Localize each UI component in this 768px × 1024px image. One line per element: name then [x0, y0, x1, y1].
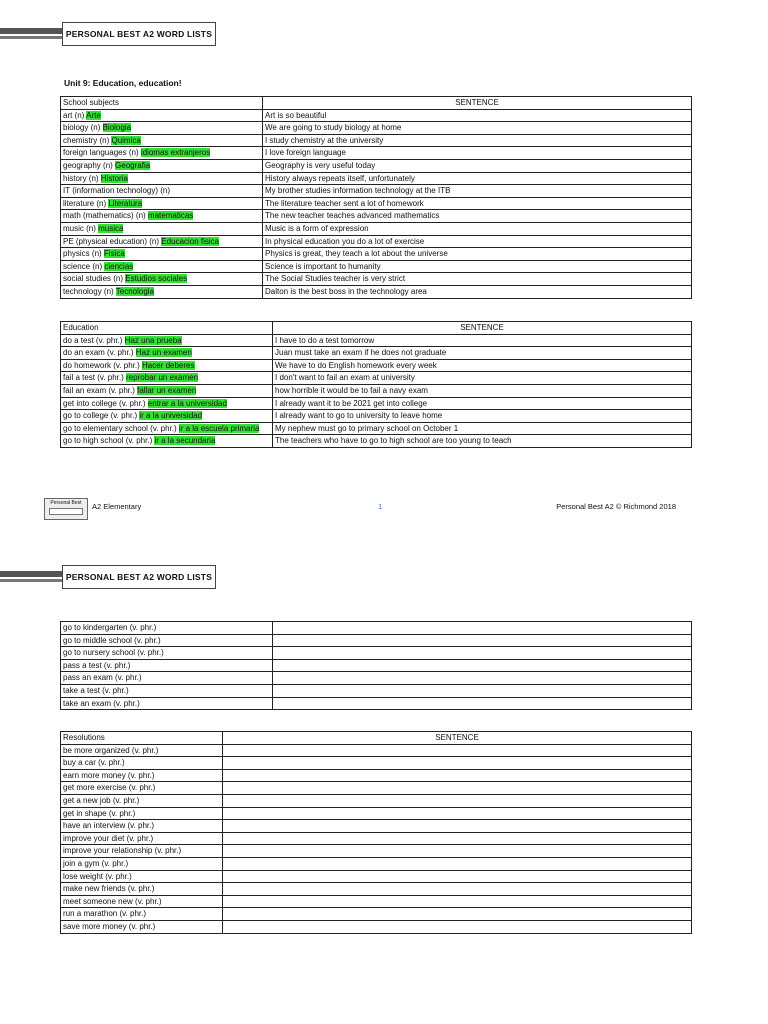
- education-term: do an exam (v. phr.): [63, 348, 134, 358]
- subject-sentence-cell[interactable]: [263, 134, 692, 147]
- education-col1-header: Education: [61, 322, 273, 335]
- subject-sentence-cell[interactable]: [263, 109, 692, 122]
- subject-translation: Historia: [100, 173, 128, 183]
- education-sentence-cell[interactable]: [273, 397, 692, 410]
- education-continued-row: [61, 684, 692, 697]
- education-continued-sentence-cell[interactable]: [273, 622, 692, 635]
- education-continued-row: [61, 697, 692, 710]
- subject-sentence-cell[interactable]: [263, 122, 692, 135]
- education-sentence: My nephew must go to primary school on October 1: [275, 423, 459, 433]
- subject-sentence: History always repeats itself, unfortunately: [265, 173, 415, 183]
- subject-term: IT (information technology) (n): [63, 186, 171, 196]
- resolution-term: improve your relationship (v. phr.): [63, 846, 182, 856]
- education-translation: Haz una prueba: [124, 335, 182, 345]
- subject-sentence: I study chemistry at the university: [265, 135, 384, 145]
- education-continued-sentence-cell[interactable]: [273, 684, 692, 697]
- resolution-sentence-cell[interactable]: [223, 883, 692, 896]
- education-sentence-cell[interactable]: [273, 347, 692, 360]
- education-row: [61, 397, 692, 410]
- subject-translation: ciencias: [104, 261, 134, 271]
- resolution-row: [61, 769, 692, 782]
- resolution-term-cell: [61, 807, 223, 820]
- education-term: fail an exam (v. phr.): [63, 385, 135, 395]
- subject-term: geography (n): [63, 160, 113, 170]
- subject-sentence: The literature teacher sent a lot of homework: [265, 198, 424, 208]
- subject-term-cell: [61, 185, 263, 198]
- subject-translation: Literatura: [108, 198, 143, 208]
- resolution-row: [61, 807, 692, 820]
- subject-sentence: My brother studies information technology at the ITB: [265, 186, 451, 196]
- page1-header: [0, 22, 768, 48]
- education-term-cell: [61, 347, 273, 360]
- education-translation: ir a la escuela primaria: [178, 423, 260, 433]
- education-term: go to elementary school (v. phr.): [63, 423, 177, 433]
- resolution-sentence-cell[interactable]: [223, 769, 692, 782]
- resolution-term: be more organized (v. phr.): [63, 745, 159, 755]
- education-continued-term-cell: [61, 697, 273, 710]
- resolution-row: [61, 908, 692, 921]
- resolution-row: [61, 757, 692, 770]
- education-term-cell: [61, 422, 273, 435]
- resolution-term: buy a car (v. phr.): [63, 758, 125, 768]
- header-title: PERSONAL BEST A2 WORD LISTS: [62, 22, 216, 46]
- footer-level: A2 Elementary: [92, 502, 142, 511]
- subject-term-cell: [61, 260, 263, 273]
- resolution-term-cell: [61, 870, 223, 883]
- resolution-row: [61, 920, 692, 933]
- header-bar: [0, 571, 62, 577]
- subject-sentence-cell[interactable]: [263, 197, 692, 210]
- education-continued-term: go to nursery school (v. phr.): [63, 648, 164, 658]
- subject-sentence-cell[interactable]: [263, 210, 692, 223]
- subject-translation: Educacion fisica: [161, 236, 220, 246]
- resolution-sentence-cell[interactable]: [223, 820, 692, 833]
- education-sentence: We have to do English homework every week: [275, 360, 437, 370]
- subject-term-cell: [61, 172, 263, 185]
- subject-row: [61, 134, 692, 147]
- subject-sentence-cell[interactable]: [263, 222, 692, 235]
- subject-row: [61, 197, 692, 210]
- subject-row: [61, 172, 692, 185]
- resolution-term: get in shape (v. phr.): [63, 808, 136, 818]
- subject-term: math (mathematics) (n): [63, 211, 146, 221]
- resolution-term: have an interview (v. phr.): [63, 821, 155, 831]
- resolution-term-cell: [61, 820, 223, 833]
- subject-sentence: The Social Studies teacher is very strict: [265, 274, 406, 284]
- subject-sentence: In physical education you do a lot of exercise: [265, 236, 425, 246]
- education-row: [61, 435, 692, 448]
- subject-translation: musica: [98, 223, 124, 233]
- education-translation: Haz un examen: [135, 348, 192, 358]
- education-row: [61, 372, 692, 385]
- education-continued-table: [60, 621, 692, 710]
- resolution-term: run a marathon (v. phr.): [63, 909, 146, 919]
- education-continued-row: [61, 659, 692, 672]
- resolutions-header-row: [61, 732, 692, 745]
- resolution-term-cell: [61, 857, 223, 870]
- subject-translation: Fisica: [103, 249, 125, 259]
- resolutions-col1-header: Resolutions: [61, 732, 223, 745]
- resolution-term-cell: [61, 794, 223, 807]
- resolutions-col2-header: SENTENCE: [223, 732, 692, 745]
- subject-term: PE (physical education) (n): [63, 236, 160, 246]
- subject-term-cell: [61, 109, 263, 122]
- subject-term-cell: [61, 222, 263, 235]
- logo-mini-bar: [49, 508, 83, 515]
- education-sentence: The teachers who have to go to high school are too young to teach: [275, 436, 512, 446]
- education-continued-term: take an exam (v. phr.): [63, 698, 140, 708]
- education-continued-term: go to middle school (v. phr.): [63, 635, 161, 645]
- subject-sentence: We are going to study biology at home: [265, 123, 402, 133]
- resolution-sentence-cell[interactable]: [223, 807, 692, 820]
- education-term: do homework (v. phr.): [63, 360, 140, 370]
- education-term-cell: [61, 397, 273, 410]
- resolution-row: [61, 883, 692, 896]
- education-col2-header: SENTENCE: [273, 322, 692, 335]
- subject-term-cell: [61, 159, 263, 172]
- education-term: fail a test (v. phr.): [63, 373, 124, 383]
- resolution-term-cell: [61, 845, 223, 858]
- resolution-sentence-cell[interactable]: [223, 920, 692, 933]
- resolution-term: join a gym (v. phr.): [63, 858, 129, 868]
- resolution-row: [61, 782, 692, 795]
- resolution-term: lose weight (v. phr.): [63, 871, 132, 881]
- subject-term-cell: [61, 248, 263, 261]
- education-sentence: Juan must take an exam if he does not graduate: [275, 348, 447, 358]
- resolution-term: save more money (v. phr.): [63, 921, 156, 931]
- education-translation: ir a la secundaria: [154, 436, 216, 446]
- resolution-sentence-cell[interactable]: [223, 744, 692, 757]
- education-term: go to high school (v. phr.): [63, 436, 153, 446]
- education-continued-term-cell: [61, 634, 273, 647]
- resolution-sentence-cell[interactable]: [223, 794, 692, 807]
- education-continued-term: go to kindergarten (v. phr.): [63, 623, 157, 632]
- subject-translation: Biologia: [102, 123, 132, 133]
- education-sentence: how horrible it would be to fail a navy exam: [275, 385, 428, 395]
- education-sentence: I already want it to be 2021 get into college: [275, 398, 428, 408]
- subject-sentence: Dalton is the best boss in the technology area: [265, 286, 427, 296]
- subject-translation: Estudios sociales: [125, 274, 188, 284]
- subject-term: social studies (n): [63, 274, 124, 284]
- education-sentence-cell[interactable]: [273, 372, 692, 385]
- resolution-row: [61, 744, 692, 757]
- subject-term: biology (n): [63, 123, 101, 133]
- resolution-term-cell: [61, 782, 223, 795]
- education-sentence-cell[interactable]: [273, 435, 692, 448]
- subject-sentence-cell[interactable]: [263, 248, 692, 261]
- education-table: [60, 321, 692, 448]
- education-term-cell: [61, 372, 273, 385]
- education-sentence-cell[interactable]: [273, 359, 692, 372]
- subject-term-cell: [61, 273, 263, 286]
- personal-best-logo: [44, 498, 88, 520]
- subject-term-cell: [61, 147, 263, 160]
- education-term-cell: [61, 384, 273, 397]
- subject-row: [61, 248, 692, 261]
- page2-header: [0, 565, 768, 591]
- education-term: do a test (v. phr.): [63, 335, 123, 345]
- subject-term-cell: [61, 122, 263, 135]
- subjects-col2-header: SENTENCE: [263, 97, 692, 110]
- subject-sentence-cell[interactable]: [263, 260, 692, 273]
- resolution-row: [61, 870, 692, 883]
- subject-term-cell: [61, 210, 263, 223]
- education-header-row: [61, 322, 692, 335]
- resolution-term-cell: [61, 883, 223, 896]
- education-sentence-cell[interactable]: [273, 422, 692, 435]
- subject-sentence-cell[interactable]: [263, 159, 692, 172]
- header-bar-thin: [0, 36, 62, 39]
- education-term-cell: [61, 435, 273, 448]
- resolution-sentence-cell[interactable]: [223, 908, 692, 921]
- subject-row: [61, 122, 692, 135]
- subject-sentence-cell[interactable]: [263, 172, 692, 185]
- resolution-row: [61, 832, 692, 845]
- education-term: get into college (v. phr.): [63, 398, 146, 408]
- subject-translation: Geografia: [115, 160, 151, 170]
- education-continued-sentence-cell[interactable]: [273, 659, 692, 672]
- subject-term: history (n): [63, 173, 99, 183]
- resolution-term-cell: [61, 920, 223, 933]
- resolution-term-cell: [61, 744, 223, 757]
- subjects-header-row: [61, 97, 692, 110]
- subjects-col1-header: School subjects: [61, 97, 263, 110]
- education-continued-sentence-cell[interactable]: [273, 697, 692, 710]
- subject-translation: Quimica: [111, 135, 141, 145]
- education-continued-sentence-cell[interactable]: [273, 634, 692, 647]
- subject-term: literature (n): [63, 198, 107, 208]
- education-row: [61, 384, 692, 397]
- education-sentence: I don't want to fail an exam at university: [275, 373, 415, 383]
- subject-row: [61, 185, 692, 198]
- subject-term: science (n): [63, 261, 103, 271]
- resolution-term: get a new job (v. phr.): [63, 795, 140, 805]
- resolution-term: earn more money (v. phr.): [63, 770, 155, 780]
- subject-term-cell: [61, 134, 263, 147]
- education-sentence: I have to do a test tomorrow: [275, 335, 375, 345]
- education-continued-row: [61, 622, 692, 635]
- subject-term: music (n): [63, 223, 96, 233]
- education-continued-term: pass a test (v. phr.): [63, 660, 131, 670]
- education-translation: reprobar un examen: [126, 373, 199, 383]
- resolution-sentence-cell[interactable]: [223, 845, 692, 858]
- resolution-term: meet someone new (v. phr.): [63, 896, 162, 906]
- subject-term-cell: [61, 285, 263, 298]
- subject-row: [61, 273, 692, 286]
- resolution-term-cell: [61, 769, 223, 782]
- page-number: 1: [378, 502, 383, 511]
- education-continued-sentence-cell[interactable]: [273, 647, 692, 660]
- resolution-term-cell: [61, 895, 223, 908]
- resolution-term: improve your diet (v. phr.): [63, 833, 154, 843]
- education-term-cell: [61, 359, 273, 372]
- subject-term: foreign languages (n): [63, 148, 139, 158]
- header-bar-thin: [0, 579, 62, 582]
- logo-text: Personal Best: [50, 500, 82, 506]
- subject-sentence: Geography is very useful today: [265, 160, 376, 170]
- education-continued-term-cell: [61, 647, 273, 660]
- education-continued-term: pass an exam (v. phr.): [63, 673, 142, 683]
- subject-sentence: Art is so beautiful: [265, 110, 327, 120]
- footer-copyright: Personal Best A2 © Richmond 2018: [556, 502, 676, 511]
- education-row: [61, 422, 692, 435]
- resolution-sentence-cell[interactable]: [223, 870, 692, 883]
- resolution-row: [61, 820, 692, 833]
- education-row: [61, 347, 692, 360]
- subject-term: physics (n): [63, 249, 102, 259]
- education-term-cell: [61, 410, 273, 423]
- resolutions-table: [60, 731, 692, 934]
- subject-row: [61, 235, 692, 248]
- header-bar: [0, 28, 62, 34]
- resolution-row: [61, 794, 692, 807]
- resolution-sentence-cell[interactable]: [223, 782, 692, 795]
- subject-row: [61, 159, 692, 172]
- subject-sentence: I love foreign language: [265, 148, 346, 158]
- education-row: [61, 410, 692, 423]
- subject-row: [61, 285, 692, 298]
- education-translation: Hacer deberes: [142, 360, 195, 370]
- subject-translation: Arte: [86, 110, 101, 120]
- subject-row: [61, 260, 692, 273]
- education-sentence-cell[interactable]: [273, 334, 692, 347]
- unit-title: Unit 9: Education, education!: [64, 78, 182, 88]
- subject-sentence: The new teacher teaches advanced mathematics: [265, 211, 440, 221]
- resolution-row: [61, 857, 692, 870]
- resolution-sentence-cell[interactable]: [223, 757, 692, 770]
- subject-sentence-cell[interactable]: [263, 235, 692, 248]
- education-translation: fallar un examen: [137, 385, 197, 395]
- education-continued-sentence-cell[interactable]: [273, 672, 692, 685]
- subject-translation: Tecnologia: [115, 286, 155, 296]
- resolution-row: [61, 895, 692, 908]
- education-row: [61, 359, 692, 372]
- subject-row: [61, 210, 692, 223]
- subject-sentence-cell[interactable]: [263, 185, 692, 198]
- subject-sentence: Music is a form of expression: [265, 223, 369, 233]
- subject-term: chemistry (n): [63, 135, 110, 145]
- education-translation: ir a la universidad: [139, 411, 203, 421]
- education-continued-term-cell: [61, 622, 273, 635]
- subject-term: technology (n): [63, 286, 114, 296]
- subject-row: [61, 147, 692, 160]
- subject-row: [61, 109, 692, 122]
- education-continued-term-cell: [61, 672, 273, 685]
- education-sentence: I already want to go to university to leave home: [275, 411, 443, 421]
- page-footer: [0, 498, 768, 522]
- education-sentence-cell[interactable]: [273, 384, 692, 397]
- resolution-term-cell: [61, 908, 223, 921]
- resolution-term-cell: [61, 832, 223, 845]
- resolution-sentence-cell[interactable]: [223, 832, 692, 845]
- resolution-term: make new friends (v. phr.): [63, 884, 155, 894]
- subject-translation: idiomas extranjeros: [140, 148, 211, 158]
- education-term-cell: [61, 334, 273, 347]
- education-continued-term: take a test (v. phr.): [63, 685, 129, 695]
- education-term: go to college (v. phr.): [63, 411, 138, 421]
- education-row: [61, 334, 692, 347]
- subject-sentence-cell[interactable]: [263, 273, 692, 286]
- subject-sentence-cell[interactable]: [263, 147, 692, 160]
- subject-term-cell: [61, 235, 263, 248]
- subject-translation: matematicas: [147, 211, 194, 221]
- resolution-sentence-cell[interactable]: [223, 895, 692, 908]
- subject-sentence-cell[interactable]: [263, 285, 692, 298]
- education-continued-term-cell: [61, 659, 273, 672]
- subject-sentence: Physics is great, they teach a lot about the universe: [265, 249, 448, 259]
- education-continued-term-cell: [61, 684, 273, 697]
- education-continued-row: [61, 634, 692, 647]
- subject-sentence: Science is important to humanity: [265, 261, 381, 271]
- education-sentence-cell[interactable]: [273, 410, 692, 423]
- education-translation: entrar a la universidad: [147, 398, 227, 408]
- header-title: PERSONAL BEST A2 WORD LISTS: [62, 565, 216, 589]
- subjects-table: [60, 96, 692, 299]
- education-continued-row: [61, 672, 692, 685]
- resolution-row: [61, 845, 692, 858]
- resolution-sentence-cell[interactable]: [223, 857, 692, 870]
- education-continued-row: [61, 647, 692, 660]
- subject-row: [61, 222, 692, 235]
- resolution-term: get more exercise (v. phr.): [63, 783, 156, 793]
- resolution-term-cell: [61, 757, 223, 770]
- subject-term-cell: [61, 197, 263, 210]
- subject-term: art (n): [63, 110, 85, 120]
